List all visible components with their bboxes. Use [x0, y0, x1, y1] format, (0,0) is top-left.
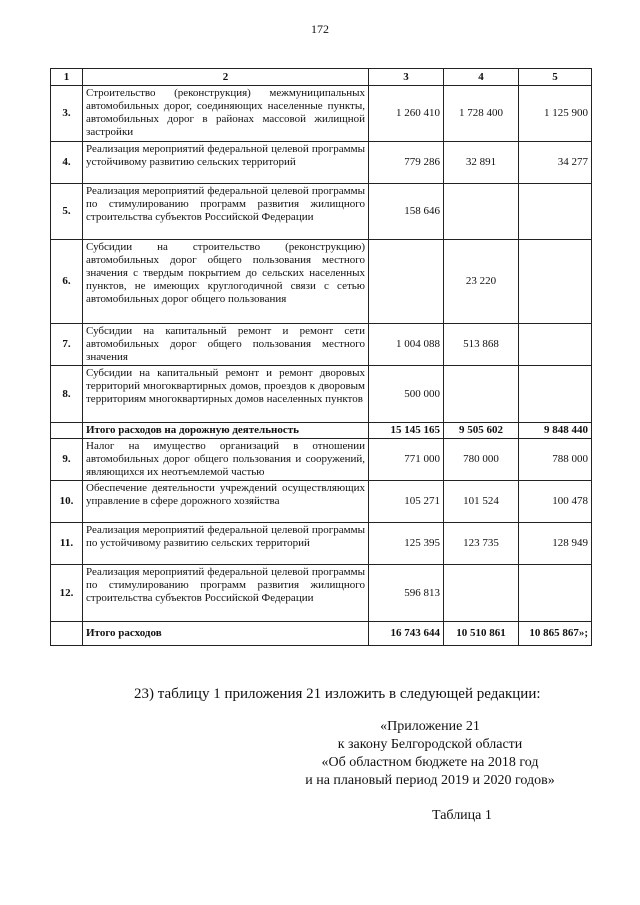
value-2020-cell [519, 366, 592, 423]
value-2019-cell: 1 728 400 [444, 86, 519, 142]
value-2019-cell [444, 565, 519, 622]
value-2020-cell [519, 565, 592, 622]
value-2019-cell [444, 366, 519, 423]
value-2018-cell: 105 271 [369, 481, 444, 523]
row-number-cell: 9. [51, 439, 83, 481]
table-row [51, 324, 592, 366]
row-description-cell: Субсидии на капитальный ремонт и ремонт дворовых территорий многоквартирных домов, проездов к дворовым территориям многоквартирных домов населенных пунктов [83, 366, 369, 423]
value-2020-cell [519, 240, 592, 324]
row-description-cell: Субсидии на строительство (реконструкцию) автомобильных дорог общего пользования местного значения с твердым покрытием до сельских населенных пунктов, не имеющих круглогодичной связи с сетью автомобильных дорог общего пользования [83, 240, 369, 324]
row-description-cell: Реализация мероприятий федеральной целевой программы по стимулированию программ развития жилищного строительства субъектов Российской Федерации [83, 565, 369, 622]
budget-table [50, 68, 592, 646]
column-header-1: 1 [51, 69, 83, 86]
value-2018-cell [369, 240, 444, 324]
value-2020-cell: 9 848 440 [519, 423, 592, 439]
table-row [51, 565, 592, 622]
value-2018-cell: 500 000 [369, 366, 444, 423]
row-number-cell: 12. [51, 565, 83, 622]
value-2018-cell: 158 646 [369, 184, 444, 240]
column-header-3: 3 [369, 69, 444, 86]
value-2020-cell: 1 125 900 [519, 86, 592, 142]
row-number-cell: 3. [51, 86, 83, 142]
row-description-cell: Реализация мероприятий федеральной целевой программы по стимулированию программ развития жилищного строительства субъектов Российской Федерации [83, 184, 369, 240]
table-caption: Таблица 1 [432, 808, 492, 823]
row-description-cell: Реализация мероприятий федеральной целевой программы устойчивому развитию сельских территорий [83, 142, 369, 184]
value-2018-cell: 779 286 [369, 142, 444, 184]
row-number-cell [51, 622, 83, 646]
value-2019-cell: 10 510 861 [444, 622, 519, 646]
value-2018-cell: 596 813 [369, 565, 444, 622]
value-2019-cell: 123 735 [444, 523, 519, 565]
table-row [51, 142, 592, 184]
row-description-cell: Налог на имущество организаций в отношении автомобильных дорог общего пользования и сооружений, являющихся их неотъемлемой частью [83, 439, 369, 481]
column-header-5: 5 [519, 69, 592, 86]
table-row [51, 86, 592, 142]
annex-line-4: и на плановый период 2019 и 2020 годов» [305, 773, 555, 788]
value-2019-cell [444, 184, 519, 240]
value-2020-cell: 100 478 [519, 481, 592, 523]
row-description-cell: Обеспечение деятельности учреждений осуществляющих управление в сфере дорожного хозяйства [83, 481, 369, 523]
table-total-row [51, 622, 592, 646]
table-row [51, 240, 592, 324]
row-description-cell: Итого расходов [83, 622, 369, 646]
amendment-instruction: 23) таблицу 1 приложения 21 изложить в следующей редакции: [134, 686, 541, 702]
table-body [51, 86, 592, 646]
row-number-cell: 6. [51, 240, 83, 324]
column-header-4: 4 [444, 69, 519, 86]
value-2020-cell [519, 324, 592, 366]
annex-line-2: к закону Белгородской области [337, 737, 523, 752]
row-description-cell: Реализация мероприятий федеральной целевой программы по устойчивому развитию сельских территорий [83, 523, 369, 565]
value-2019-cell: 32 891 [444, 142, 519, 184]
value-2020-cell: 34 277 [519, 142, 592, 184]
value-2019-cell: 780 000 [444, 439, 519, 481]
row-number-cell: 10. [51, 481, 83, 523]
column-header-2: 2 [83, 69, 369, 86]
row-number-cell: 4. [51, 142, 83, 184]
row-description-cell: Строительство (реконструкция) межмуниципальных автомобильных дорог, соединяющих населенные пункты, автомобильных дорог в районах массовой жилищной застройки [83, 86, 369, 142]
value-2019-cell: 513 868 [444, 324, 519, 366]
annex-heading [240, 718, 620, 790]
row-number-cell [51, 423, 83, 439]
row-number-cell: 8. [51, 366, 83, 423]
table-row [51, 366, 592, 423]
table-row [51, 184, 592, 240]
row-number-cell: 5. [51, 184, 83, 240]
value-2018-cell: 1 260 410 [369, 86, 444, 142]
value-2018-cell: 15 145 165 [369, 423, 444, 439]
page-number: 172 [311, 22, 329, 36]
value-2019-cell: 101 524 [444, 481, 519, 523]
value-2018-cell: 16 743 644 [369, 622, 444, 646]
table-row [51, 481, 592, 523]
value-2020-cell [519, 184, 592, 240]
value-2020-cell: 128 949 [519, 523, 592, 565]
table-total-row [51, 423, 592, 439]
value-2018-cell: 1 004 088 [369, 324, 444, 366]
row-number-cell: 11. [51, 523, 83, 565]
value-2019-cell: 23 220 [444, 240, 519, 324]
value-2020-cell: 788 000 [519, 439, 592, 481]
table-row [51, 523, 592, 565]
value-2020-cell: 10 865 867»; [519, 622, 592, 646]
table-header-row [51, 69, 592, 86]
row-number-cell: 7. [51, 324, 83, 366]
row-description-cell: Субсидии на капитальный ремонт и ремонт сети автомобильных дорог общего пользования местного значения [83, 324, 369, 366]
table-row [51, 439, 592, 481]
value-2018-cell: 771 000 [369, 439, 444, 481]
value-2018-cell: 125 395 [369, 523, 444, 565]
value-2019-cell: 9 505 602 [444, 423, 519, 439]
annex-line-1: «Приложение 21 [380, 719, 480, 734]
annex-line-3: «Об областном бюджете на 2018 год [321, 755, 539, 770]
row-description-cell: Итого расходов на дорожную деятельность [83, 423, 369, 439]
